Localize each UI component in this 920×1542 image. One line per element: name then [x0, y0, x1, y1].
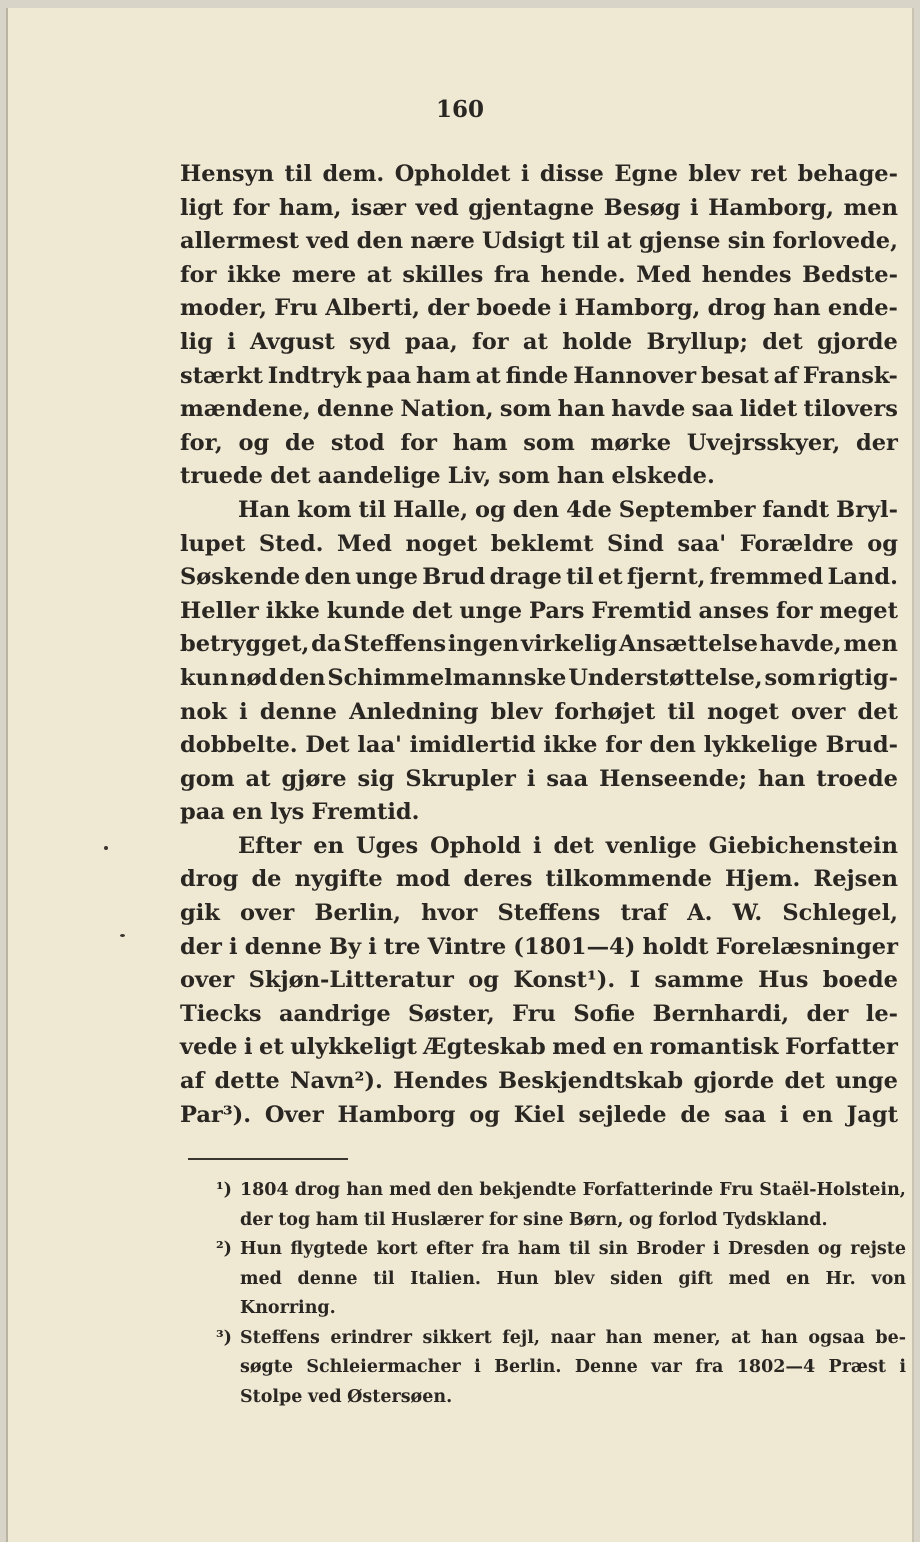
text-line: over Skjøn-Litteratur og Konst¹). I samme Hus boede — [180, 967, 898, 994]
text-line: truede det aandelige Liv, som han elskede. — [180, 463, 715, 490]
footnote-line — [216, 1353, 906, 1383]
text-line: for, og de stod for ham som mørke Uvejrsskyer, der — [180, 429, 898, 456]
footnote-text: Hun flygtede kort efter fra ham til sin Broder i Dresden og rejste — [239, 1239, 906, 1259]
body-text — [180, 158, 898, 1132]
footnote-mark: ²) — [216, 1239, 232, 1259]
footnote-line — [216, 1324, 906, 1354]
text-line: gik over Berlin, hvor Steffens traf A. W. Schlegel, — [180, 900, 898, 927]
text-line: Søskende den unge Brud drage til et fjernt, fremmed Land. — [180, 564, 898, 591]
footnote-line — [216, 1265, 906, 1295]
footnote-text: 1804 drog han med den bekjendte Forfatterinde Fru Staël-Holstein, — [239, 1180, 906, 1200]
text-line: Efter en Uges Ophold i det venlige Giebichenstein — [238, 832, 898, 859]
footnote-text: Stolpe ved Østersøen. — [240, 1386, 453, 1407]
text-line: for ikke mere at skilles fra hende. Med hendes Bedste- — [180, 261, 898, 288]
footnotes — [216, 1176, 906, 1412]
footnote-mark: ¹) — [216, 1180, 232, 1200]
text-line: kun nød den Schimmelmannske Understøttelse, som rigtig- — [180, 664, 898, 691]
footnote-line — [216, 1235, 906, 1265]
footnote-text: søgte Schleiermacher i Berlin. Denne var fra 1802—4 Præst i — [240, 1357, 906, 1377]
footnote-line — [216, 1383, 906, 1413]
page-number: 160 — [435, 96, 484, 123]
footnote-mark: ³) — [216, 1327, 232, 1348]
text-line: dobbelte. Det laa' imidlertid ikke for den lykkelige Brud- — [180, 732, 898, 759]
text-line: allermest ved den nære Udsigt til at gjense sin forlovede, — [180, 228, 898, 255]
text-line: Heller ikke kunde det unge Pars Fremtid anses for meget — [180, 597, 898, 624]
text-line: betrygget, da Steffens ingen virkelig Ansættelse havde, men — [180, 631, 898, 658]
text-line: stærkt Indtryk paa ham at finde Hannover besat af Fransk- — [180, 362, 898, 389]
text-line: Par³). Over Hamborg og Kiel sejlede de saa i en Jagt — [180, 1101, 898, 1128]
footnote-line — [216, 1176, 906, 1206]
footnote-text: der tog ham til Huslærer for sine Børn, og forlod Tydskland. — [240, 1209, 828, 1230]
text-line: mændene, denne Nation, som han havde saa lidet tilovers — [180, 396, 898, 423]
text-line: gom at gjøre sig Skrupler i saa Henseende; han troede — [180, 765, 898, 792]
footnote-divider — [188, 1158, 348, 1160]
footnote-text: Steffens erindrer sikkert fejl, naar han mener, at han ogsaa be- — [239, 1327, 906, 1348]
book-page — [6, 8, 914, 1542]
margin-speck — [104, 846, 108, 850]
text-line: drog de nygifte mod deres tilkommende Hjem. Rejsen — [180, 866, 898, 893]
text-line: lupet Sted. Med noget beklemt Sind saa' Forældre og — [180, 530, 898, 557]
text-line: moder, Fru Alberti, der boede i Hamborg, drog han ende- — [180, 295, 898, 322]
footnote-text: med denne til Italien. Hun blev siden gift med en Hr. von — [240, 1268, 906, 1289]
text-line: Hensyn til dem. Opholdet i disse Egne blev ret behage- — [180, 161, 898, 187]
text-line: Tiecks aandrige Søster, Fru Sofie Bernhardi, der le- — [180, 1000, 898, 1027]
footnote-text: Knorring. — [240, 1298, 336, 1318]
footnote-line — [216, 1294, 906, 1324]
text-line: paa en lys Fremtid. — [180, 799, 420, 826]
text-line: ligt for ham, især ved gjentagne Besøg i Hamborg, men — [180, 194, 898, 221]
footnote-line — [216, 1206, 906, 1236]
text-line: lig i Avgust syd paa, for at holde Bryllup; det gjorde — [180, 328, 898, 355]
text-line: af dette Navn²). Hendes Beskjendtskab gjorde det unge — [180, 1068, 898, 1095]
margin-speck — [120, 934, 125, 937]
text-line: vede i et ulykkeligt Ægteskab med en romantisk Forfatter — [180, 1034, 898, 1061]
text-line: nok i denne Anledning blev forhøjet til noget over det — [180, 698, 898, 725]
text-line: der i denne By i tre Vintre (1801—4) holdt Forelæsninger — [180, 933, 898, 960]
text-line: Han kom til Halle, og den 4de September fandt Bryl- — [238, 496, 898, 523]
